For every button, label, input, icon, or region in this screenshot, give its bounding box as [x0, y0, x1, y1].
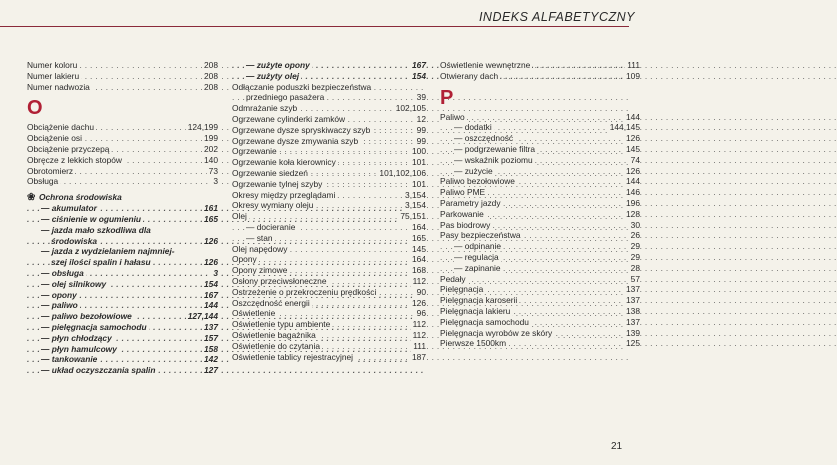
entry-label: — stan — [246, 232, 273, 243]
index-entry — [232, 125, 426, 136]
index-entry — [27, 246, 218, 257]
index-entry — [440, 338, 640, 349]
index-entry — [440, 144, 640, 155]
index-entry — [27, 60, 218, 71]
index-entry — [232, 157, 426, 168]
entry-page: 3,154 — [405, 189, 426, 200]
entry-page: 164 — [412, 254, 426, 265]
entry-label: — opony — [41, 289, 77, 300]
index-entry — [232, 319, 426, 330]
entry-page: 3,154 — [405, 200, 426, 211]
entry-label: — paliwo bezołowiowe — [41, 311, 132, 322]
entry-page: 146 — [626, 187, 640, 198]
index-entry — [232, 168, 426, 179]
entry-label: Pierwsze 1500km — [440, 338, 507, 349]
entry-page: 161 — [204, 203, 218, 214]
section-letter-o: O — [27, 97, 43, 120]
entry-page: 39 — [416, 92, 426, 103]
ecology-leaf-icon: ❀ — [27, 192, 36, 204]
index-entry — [27, 82, 218, 93]
index-entry — [232, 265, 426, 276]
entry-page: 208 — [204, 70, 218, 81]
entry-page: 127,144 — [187, 311, 218, 322]
entry-page: 187 — [412, 351, 426, 362]
entry-label: — jazda z wydzielaniem najmniej- — [41, 246, 175, 257]
entry-label: — ciśnienie w ogumieniu — [41, 213, 142, 224]
index-entry — [27, 354, 218, 365]
index-entry — [440, 295, 640, 306]
entry-page: 138 — [626, 305, 640, 316]
entry-page: 99 — [416, 124, 426, 135]
entry-label: Pielęgnacja — [440, 284, 484, 295]
index-entry — [27, 176, 218, 187]
index-entry — [27, 333, 218, 344]
page-number: 21 — [611, 441, 623, 452]
index-entry — [440, 230, 640, 241]
entry-page: 139 — [626, 327, 640, 338]
ecology-heading — [27, 191, 218, 203]
entry-page: 126 — [204, 257, 218, 268]
entry-page: 126 — [626, 165, 640, 176]
index-entry — [27, 166, 218, 177]
entry-label: Odmrażanie szyb — [232, 103, 298, 114]
entry-label: — płyn hamulcowy — [41, 343, 117, 354]
index-entry — [440, 112, 640, 123]
index-entry — [232, 92, 426, 103]
entry-page: 144 — [204, 300, 218, 311]
entry-label: Ostrzeżenie o przekroczeniu prędkości — [232, 286, 377, 297]
entry-page: 57 — [630, 273, 640, 284]
entry-page: 167 — [204, 289, 218, 300]
index-column-1 — [27, 60, 218, 376]
entry-label: Oświetlenie do czytania — [232, 340, 320, 351]
entry-label: Obrotomierz — [27, 165, 74, 176]
entry-page: 128 — [626, 208, 640, 219]
entry-page: 109 — [626, 70, 640, 81]
entry-label: Obręcze z lekkich stopów — [27, 154, 122, 165]
entry-label: Opony zimowe — [232, 265, 288, 276]
entry-page: 73 — [208, 165, 218, 176]
index-entry — [27, 300, 218, 311]
entry-label: — pielęgnacja samochodu — [41, 321, 147, 332]
index-entry — [27, 144, 218, 155]
entry-page: 26 — [630, 230, 640, 241]
entry-label: Olej — [232, 211, 247, 222]
entry-page: 101 — [412, 178, 426, 189]
entry-label: Otwierany dach — [440, 70, 499, 81]
index-entry — [27, 365, 218, 376]
index-entry — [27, 203, 218, 214]
entry-page: 208 — [204, 81, 218, 92]
entry-page: 165 — [204, 213, 218, 224]
entry-label: — zapinanie — [454, 262, 501, 273]
entry-label: Paliwo — [440, 111, 465, 122]
entry-label: — oszczędność — [454, 133, 514, 144]
entry-label: przedniego pasażera — [246, 92, 325, 103]
entry-page: 29 — [630, 251, 640, 262]
entry-label: — obsługa — [41, 267, 84, 278]
section-letter-p: P — [440, 86, 454, 109]
entry-label: — jazda mało szkodliwa dla — [41, 224, 151, 235]
entry-page: 168 — [412, 265, 426, 276]
entry-label: Pedały — [440, 273, 466, 284]
entry-page: 144 — [626, 176, 640, 187]
index-column-3 — [440, 60, 640, 349]
entry-label: — zużyty olej — [246, 70, 300, 81]
entry-label: Pas biodrowy — [440, 219, 491, 230]
entry-label: Numer nadwozia — [27, 81, 90, 92]
index-entry — [440, 122, 640, 133]
index-entry — [27, 344, 218, 355]
entry-label: — dodatki — [454, 122, 492, 133]
index-entry — [232, 179, 426, 190]
entry-label: Okresy między przeglądami — [232, 189, 336, 200]
entry-page: 75,151 — [400, 211, 426, 222]
entry-label: Pasy bezpieczeństwa — [440, 230, 521, 241]
header-rule — [0, 26, 629, 27]
index-entry — [27, 122, 218, 133]
index-entry — [232, 298, 426, 309]
entry-page: 137 — [626, 284, 640, 295]
index-entry — [232, 146, 426, 157]
entry-page: 127 — [204, 365, 218, 376]
index-entry — [232, 287, 426, 298]
entry-page: 142 — [204, 354, 218, 365]
entry-page: 3 — [213, 267, 218, 278]
entry-label: Pielęgnacja karoserii — [440, 295, 518, 306]
entry-page: 145 — [412, 243, 426, 254]
entry-page: 12 — [416, 113, 426, 124]
entry-page: 126 — [626, 133, 640, 144]
index-entry — [232, 60, 426, 71]
index-entry — [440, 209, 640, 220]
entry-label: szej ilości spalin i hałasu — [51, 257, 151, 268]
index-entry — [440, 133, 640, 144]
index-entry — [232, 200, 426, 211]
index-entry — [27, 290, 218, 301]
index-entry — [440, 328, 640, 339]
entry-page: 126 — [412, 297, 426, 308]
entry-label: Okresy wymiany oleju — [232, 200, 314, 211]
index-entry — [440, 71, 640, 82]
index-entry — [232, 82, 426, 93]
index-entry — [440, 274, 640, 285]
index-entry — [232, 136, 426, 147]
index-entry — [232, 244, 426, 255]
entry-page: 112 — [412, 275, 426, 286]
entry-page: 111 — [627, 60, 640, 70]
index-entry — [440, 166, 640, 177]
entry-label: — tankowanie — [41, 354, 98, 365]
entry-page: 112 — [412, 319, 426, 330]
entry-label: — podgrzewanie filtra — [454, 143, 535, 154]
entry-label: Pielęgnacja wyrobów ze skóry — [440, 327, 553, 338]
index-entry — [440, 220, 640, 231]
index-entry — [440, 284, 640, 295]
index-entry — [232, 276, 426, 287]
page-title: INDEKS ALFABETYCZNY — [478, 10, 635, 24]
entry-label: Pielęgnacja lakieru — [440, 305, 511, 316]
index-entry — [27, 279, 218, 290]
entry-page: 202 — [204, 143, 218, 154]
entry-label: — paliwo — [41, 300, 78, 311]
index-entry — [27, 236, 218, 247]
ecology-heading-label: Ochrona środowiska — [39, 192, 122, 203]
index-entry — [232, 254, 426, 265]
entry-page: 124,199 — [187, 122, 218, 133]
entry-label: Paliwo bezołowiowe — [440, 176, 515, 187]
entry-page: 28 — [630, 262, 640, 273]
entry-label: — zużycie — [454, 165, 493, 176]
entry-page: 96 — [416, 308, 426, 319]
entry-page: 167 — [412, 60, 426, 70]
index-entry — [232, 308, 426, 319]
index-entry — [440, 263, 640, 274]
entry-page: 99 — [416, 135, 426, 146]
index-entry — [27, 322, 218, 333]
entry-label: — odpinanie — [454, 241, 502, 252]
entry-label: Oświetlenie — [232, 308, 276, 319]
entry-label: Obciążenie osi — [27, 133, 82, 144]
entry-label: Obciążenie dachu — [27, 122, 95, 133]
entry-page: 90 — [416, 286, 426, 297]
index-entry — [27, 311, 218, 322]
entry-page: 125 — [626, 338, 640, 349]
entry-page: 140 — [204, 154, 218, 165]
entry-label: — układ oczyszczania spalin — [41, 365, 156, 376]
entry-label: Opony — [232, 254, 257, 265]
index-entry — [440, 252, 640, 263]
index-entry — [440, 60, 640, 71]
entry-label: — płyn chłodzący — [41, 332, 112, 343]
entry-page: 208 — [204, 60, 218, 70]
entry-page: 74 — [630, 154, 640, 165]
entry-page: 137 — [626, 316, 640, 327]
index-entry — [440, 155, 640, 166]
index-entry — [232, 103, 426, 114]
index-entry — [27, 268, 218, 279]
index-entry — [27, 155, 218, 166]
index-entry — [440, 176, 640, 187]
entry-page: 30 — [630, 219, 640, 230]
entry-page: 157 — [204, 332, 218, 343]
entry-label: Oświetlenie bagażnika — [232, 329, 316, 340]
index-entry — [27, 214, 218, 225]
entry-page: 144 — [626, 111, 640, 122]
entry-page: 29 — [630, 241, 640, 252]
index-entry — [232, 233, 426, 244]
entry-label: Oświetlenie typu ambiente — [232, 319, 331, 330]
entry-label: Ogrzewane dysze zmywania szyb — [232, 135, 359, 146]
entry-label: — olej silnikowy — [41, 278, 107, 289]
entry-page: 101 — [412, 157, 426, 168]
entry-label: Oświetlenie wewnętrzne — [440, 60, 531, 70]
index-entry — [232, 114, 426, 125]
entry-label: Numer lakieru — [27, 70, 80, 81]
entry-label: Oświetlenie tablicy rejestracyjnej — [232, 351, 354, 362]
entry-page: 3 — [213, 176, 218, 187]
entry-label: Obsługa — [27, 176, 59, 187]
entry-label: — akumulator — [41, 203, 97, 214]
entry-page: 154 — [204, 278, 218, 289]
index-entry — [232, 222, 426, 233]
entry-page: 100 — [412, 146, 426, 157]
entry-label: Pielęgnacja samochodu — [440, 316, 529, 327]
index-entry — [27, 133, 218, 144]
index-column-2 — [232, 60, 426, 362]
entry-label: Olej napędowy — [232, 243, 288, 254]
index-entry — [232, 341, 426, 352]
index-entry — [232, 71, 426, 82]
index-entry — [440, 187, 640, 198]
entry-page: 164 — [412, 221, 426, 232]
entry-label: Ogrzewanie — [232, 146, 277, 157]
entry-page: 126 — [204, 235, 218, 246]
entry-page: 144,145 — [609, 122, 640, 133]
entry-label: Numer koloru — [27, 60, 78, 70]
entry-page: 137 — [204, 321, 218, 332]
entry-page: 165 — [412, 232, 426, 243]
entry-label: Ogrzewanie tylnej szyby — [232, 178, 323, 189]
entry-label: Parkowanie — [440, 208, 484, 219]
index-entry — [232, 330, 426, 341]
entry-label: Paliwo PME — [440, 187, 486, 198]
entry-label: — wskaźnik poziomu — [454, 154, 533, 165]
entry-page: 196 — [626, 197, 640, 208]
entry-page: 101,102,106 — [379, 167, 426, 178]
index-entry — [440, 317, 640, 328]
index-entry — [440, 306, 640, 317]
entry-label: Oszczędność energii — [232, 297, 310, 308]
entry-label: Obciążenie przyczepą — [27, 143, 110, 154]
entry-label: środowiska — [51, 235, 98, 246]
entry-label: Ogrzewane dysze spryskiwaczy szyb — [232, 124, 371, 135]
index-entry — [232, 352, 426, 363]
entry-page: 145 — [626, 143, 640, 154]
entry-label: Odłączanie poduszki bezpieczeństwa — [232, 81, 372, 92]
entry-label: — docieranie — [246, 221, 296, 232]
entry-page: 137 — [626, 295, 640, 306]
entry-page: 199 — [204, 133, 218, 144]
index-entry — [440, 241, 640, 252]
entry-page: 111 — [413, 340, 426, 351]
index-entry — [232, 211, 426, 222]
index-entry — [27, 257, 218, 268]
entry-label: Ogrzewanie koła kierownicy — [232, 157, 336, 168]
index-entry — [440, 198, 640, 209]
index-entry — [232, 190, 426, 201]
index-entry — [27, 71, 218, 82]
entry-label: — regulacja — [454, 251, 499, 262]
entry-label: Osłony przeciwsłoneczne — [232, 275, 327, 286]
entry-label: Ogrzewane cylinderki zamków — [232, 113, 346, 124]
entry-label: — zużyte opony — [246, 60, 310, 70]
entry-label: Parametry jazdy — [440, 197, 501, 208]
entry-page: 102,105 — [395, 103, 426, 114]
entry-page: 112 — [412, 329, 426, 340]
entry-page: 158 — [204, 343, 218, 354]
entry-label: Ogrzewanie siedzeń — [232, 167, 308, 178]
index-entry — [27, 225, 218, 236]
entry-page: 154 — [412, 70, 426, 81]
